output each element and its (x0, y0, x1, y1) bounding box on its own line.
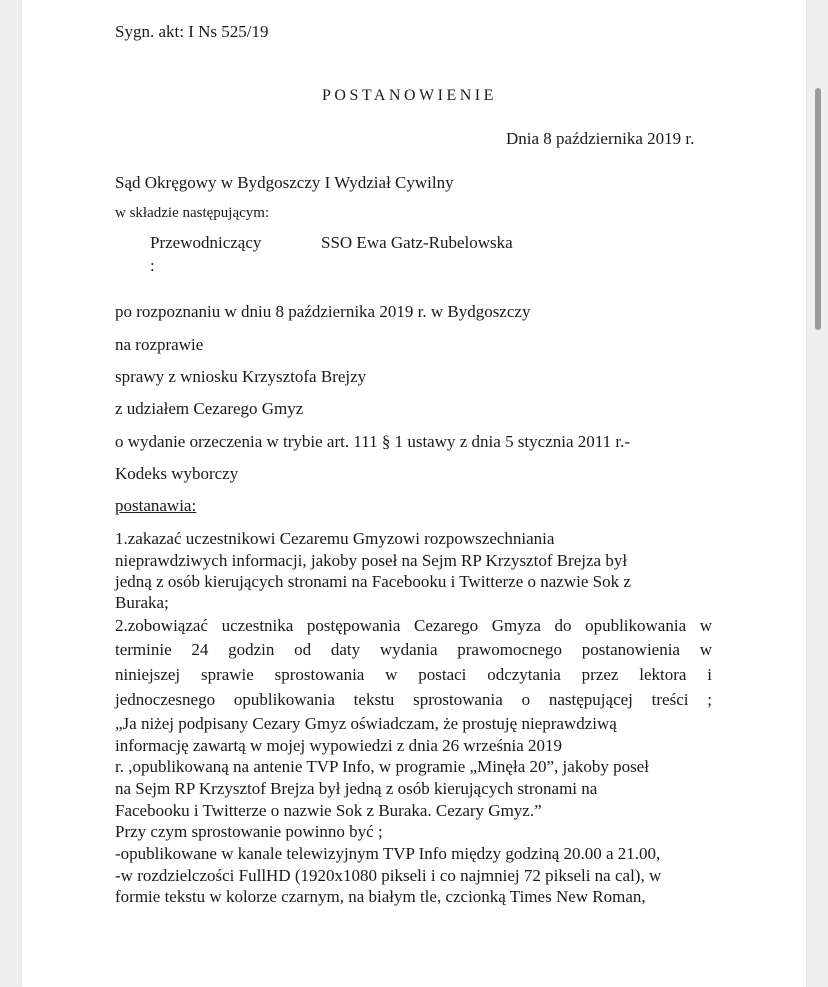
body-line: jednoczesnego opublikowania tekstu sprostowania o następującej treści ; (115, 690, 712, 709)
participant-line: z udziałem Cezarego Gmyz (115, 399, 304, 418)
subject-line-1: o wydanie orzeczenia w trybie art. 111 § 1 ustawy z dnia 5 stycznia 2011 r.- (115, 432, 631, 451)
applicant-line: sprawy z wniosku Krzysztofa Brejzy (115, 367, 367, 386)
chair-colon: : (150, 256, 155, 275)
body-line: -opublikowane w kanale telewizyjnym TVP Info między godziną 20.00 a 21.00, (115, 844, 661, 863)
hearing-line: po rozpoznaniu w dniu 8 października 2019 r. w Bydgoszczy (115, 302, 531, 321)
body-line: 1.zakazać uczestnikowi Cezaremu Gmyzowi rozpowszechniania (115, 529, 555, 548)
scrollbar-thumb[interactable] (815, 88, 821, 330)
hearing-type: na rozprawie (115, 335, 204, 354)
body-line: Przy czym sprostowanie powinno być ; (115, 822, 383, 841)
body-line: terminie 24 godzin od daty wydania prawomocnego postanowienia w (115, 640, 712, 659)
body-line: „Ja niżej podpisany Cezary Gmyz oświadczam, że prostuję nieprawdziwą (115, 714, 617, 733)
document-title: POSTANOWIENIE (322, 87, 497, 104)
body-line: informację zawartą w mojej wypowiedzi z dnia 26 września 2019 (115, 736, 563, 755)
body-line: jedną z osób kierujących stronami na Facebooku i Twitterze o nazwie Sok z (115, 572, 631, 591)
body-line: formie tekstu w kolorze czarnym, na białym tle, czcionką Times New Roman, (115, 887, 646, 906)
body-line: 2.zobowiązać uczestnika postępowania Cezarego Gmyza do opublikowania w (115, 616, 712, 635)
body-line: niniejszej sprawie sprostowania w postaci odczytania przez lektora i (115, 665, 712, 684)
subject-line-2: Kodeks wyborczy (115, 464, 239, 483)
composition-intro: w składzie następującym: (115, 205, 270, 221)
case-number: Sygn. akt: I Ns 525/19 (115, 22, 269, 41)
decides-heading: postanawia: (115, 496, 197, 515)
document-date: Dnia 8 października 2019 r. (506, 129, 695, 148)
body-line: na Sejm RP Krzysztof Brejza był jedną z osób kierujących stronami na (115, 779, 598, 798)
chair-label: Przewodniczący (150, 233, 262, 252)
body-line: Facebooku i Twitterze o nazwie Sok z Buraka. Cezary Gmyz.” (115, 801, 542, 820)
chair-name: SSO Ewa Gatz-Rubelowska (321, 233, 513, 252)
body-line: r. ,opublikowaną na antenie TVP Info, w programie „Minęła 20”, jakoby poseł (115, 757, 649, 776)
body-line: -w rozdzielczości FullHD (1920x1080 pikseli i co najmniej 72 pikseli na cal), w (115, 866, 662, 885)
court-name: Sąd Okręgowy w Bydgoszczy I Wydział Cywilny (115, 173, 454, 192)
body-line: nieprawdziwych informacji, jakoby poseł na Sejm RP Krzysztof Brejza był (115, 551, 628, 570)
body-line: Buraka; (115, 593, 169, 612)
